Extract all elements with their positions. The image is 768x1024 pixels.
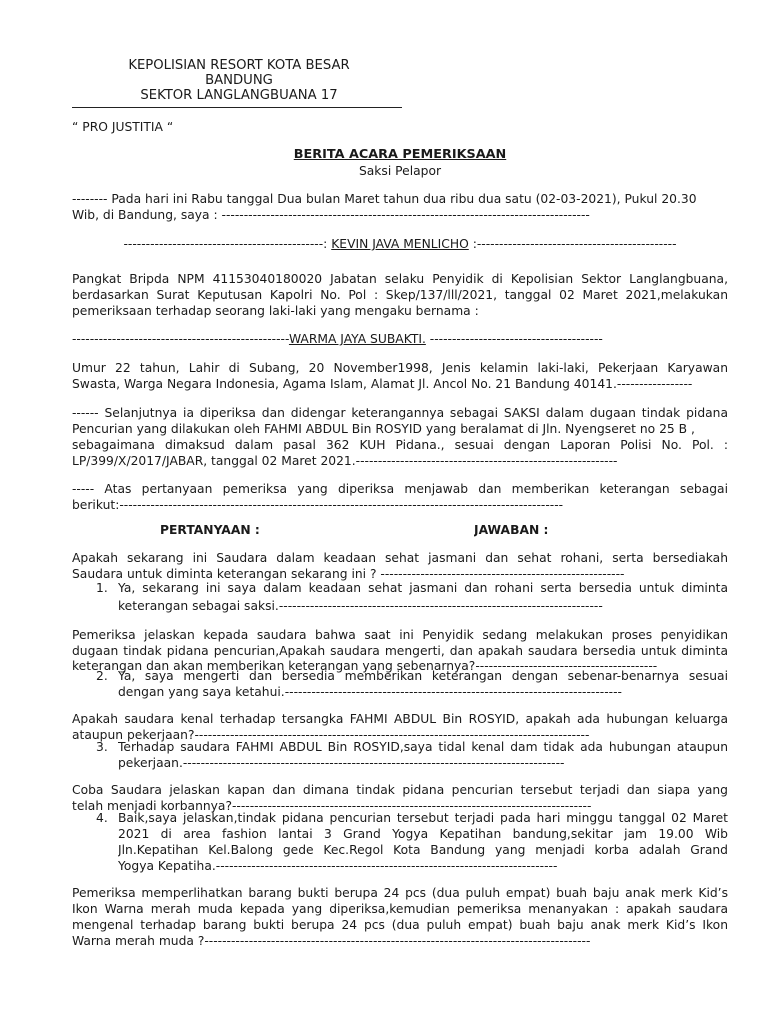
question-5-line-4: Warna merah muda ?--------------------------------------------------------------------------------------- (72, 934, 591, 948)
case-line-4: LP/399/X/2017/JABAR, tanggal 02 Maret 2021.----------------------------------------------------------- (72, 454, 618, 468)
pro-justitia: “ PRO JUSTITIA “ (72, 120, 174, 134)
question-5-line-3: mengenal terhadap barang bukti berupa 24 pcs (dua puluh empat) buah baju anak merk Kid’s Ikon (72, 918, 728, 932)
answer-4-line-2: 2021 di area fashion lantai 3 Grand Yogya Kepatihan bandung,sekitar jam 19.00 Wib (118, 827, 728, 841)
answer-1-line-1: Ya, sekarang ini saya dalam keadaan sehat jasmani dan rohani serta bersedia untuk diminta (118, 581, 728, 595)
question-2-line-2: dugaan tindak pidana pencurian,Apakah saudara mengerti, dan apakah saudara bersedia untuk diminta (72, 644, 728, 658)
examiner-suffix: :--------------------------------------------- (472, 237, 677, 251)
header-line-1: KEPOLISIAN RESORT KOTA BESAR (128, 58, 350, 73)
header-line-3: SEKTOR LANGLANGBUANA 17 (140, 88, 338, 103)
question-5-line-1: Pemeriksa memperlihatkan barang bukti berupa 24 pcs (dua puluh empat) buah baju anak merk Kid’s (72, 886, 728, 900)
case-line-2: Pencurian yang dilakukan oleh FAHMI ABDUL Bin ROSYID yang beralamat di Jln. Nyengseret no 25 B , (72, 422, 695, 436)
answer-4-number: 4. (96, 811, 108, 825)
rank-line-1: Pangkat Bripda NPM 41153040180020 Jabatan selaku Penyidik di Kepolisian Sektor Langlangbuana, (72, 272, 728, 286)
answer-2-number: 2. (96, 669, 108, 683)
question-3-line-1: Apakah saudara kenal terhadap tersangka FAHMI ABDUL Bin ROSYID, apakah ada hubungan keluarga (72, 712, 728, 726)
question-column-heading: PERTANYAAN : (160, 523, 260, 537)
answer-3-line-1: Terhadap saudara FAHMI ABDUL Bin ROSYID,saya tidal kenal dam tidak ada hubungan ataupun (118, 740, 728, 754)
question-2-line-3: keterangan dan akan memberikan keterangan yang sebenarnya?----------------------------------------- (72, 659, 658, 673)
rank-line-2: berdasarkan Surat Keputusan Kapolri No. Pol : Skep/137/lll/2021, tanggal 02 Maret 2021,melakukan (72, 288, 728, 302)
document-title: BERITA ACARA PEMERIKSAAN (293, 147, 507, 162)
answer-3-number: 3. (96, 740, 108, 754)
question-5-line-2: Ikon Warna merah muda kepada yang diperiksa,kemudian pemeriksa menanyakan : apakah saudara (72, 902, 728, 916)
question-1-line-2: Saudara untuk diminta keterangan sekarang ini ? ------------------------------------------------------- (72, 567, 625, 581)
answer-2-line-2: dengan yang saya ketahui.---------------------------------------------------------------------------- (118, 685, 622, 699)
answer-intro-line-2: berikut:---------------------------------------------------------------------------------------------------- (72, 498, 564, 512)
question-3-line-2: ataupun pekerjaan?----------------------------------------------------------------------------------------- (72, 728, 590, 742)
question-4-line-1: Coba Saudara jelaskan kapan dan dimana tindak pidana pencurian tersebut terjadi dan siapa yang (72, 783, 728, 797)
question-1-line-1: Apakah sekarang ini Saudara dalam keadaan sehat jasmani dan sehat rohani, serta bersediakah (72, 551, 728, 565)
answer-1-number: 1. (96, 581, 108, 595)
answer-column-heading: JAWABAN : (474, 523, 549, 537)
answer-4-line-1: Baik,saya jelaskan,tindak pidana pencurian tersebut terjadi pada hari minggu tanggal 02 Maret (118, 811, 728, 825)
answer-3-line-2: pekerjaan.-------------------------------------------------------------------------------------- (118, 756, 565, 770)
answer-4-line-3: Jln.Kepatihan Kel.Balong gede Kec.Regol Kota Bandung yang menjadi korba adalah Grand (118, 843, 728, 857)
answer-2-line-1: Ya, saya mengerti dan bersedia memberikan keterangan dengan sebenar-benarnya sesuai (118, 669, 728, 683)
case-line-3: sebagaimana dimaksud dalam pasal 362 KUH Pidana., sesuai dengan Laporan Polisi No. Pol. : (72, 438, 728, 452)
answer-intro-line-1: ----- Atas pertanyaan pemeriksa yang diperiksa menjawab dan memberikan keterangan sebagai (72, 482, 728, 496)
rank-line-3: pemeriksaan terhadap seorang laki-laki yang mengaku bernama : (72, 304, 479, 318)
answer-1-line-2: keterangan sebagai saksi.------------------------------------------------------------------------- (118, 599, 603, 613)
examiner-name: KEVIN JAVA MENLICHO (331, 237, 469, 251)
intro-line-2: Wib, di Bandung, saya : ----------------------------------------------------------------------------------- (72, 208, 590, 222)
witness-line (72, 331, 728, 347)
intro-line-1: -------- Pada hari ini Rabu tanggal Dua bulan Maret tahun dua ribu dua satu (02-03-2021), Pukul 20.30 (72, 192, 697, 206)
case-line-1: ------ Selanjutnya ia diperiksa dan didengar keterangannya sebagai SAKSI dalam dugaan tindak pidana (72, 406, 728, 420)
witness-name: WARMA JAYA SUBAKTI. (288, 332, 426, 346)
examiner-prefix: ---------------------------------------------: (123, 237, 328, 251)
examiner-line (72, 236, 728, 252)
question-2-line-1: Pemeriksa jelaskan kepada saudara bahwa saat ini Penyidik sedang melakukan proses penyidikan (72, 628, 728, 642)
document-subtitle: Saksi Pelapor (358, 164, 442, 178)
header-divider (72, 107, 402, 108)
question-4-line-2: telah menjadi korbannya?--------------------------------------------------------------------------------- (72, 799, 592, 813)
bio-line-1: Umur 22 tahun, Lahir di Subang, 20 November1998, Jenis kelamin laki-laki, Pekerjaan Karyawan (72, 361, 728, 375)
witness-prefix: ------------------------------------------------- (72, 332, 289, 346)
witness-suffix: --------------------------------------- (425, 332, 603, 346)
answer-4-line-4: Yogya Kepatiha.----------------------------------------------------------------------------- (118, 859, 558, 873)
bio-line-2: Swasta, Warga Negara Indonesia, Agama Islam, Alamat Jl. Ancol No. 21 Bandung 40141.----------------- (72, 377, 693, 391)
header-line-2: BANDUNG (205, 73, 273, 88)
